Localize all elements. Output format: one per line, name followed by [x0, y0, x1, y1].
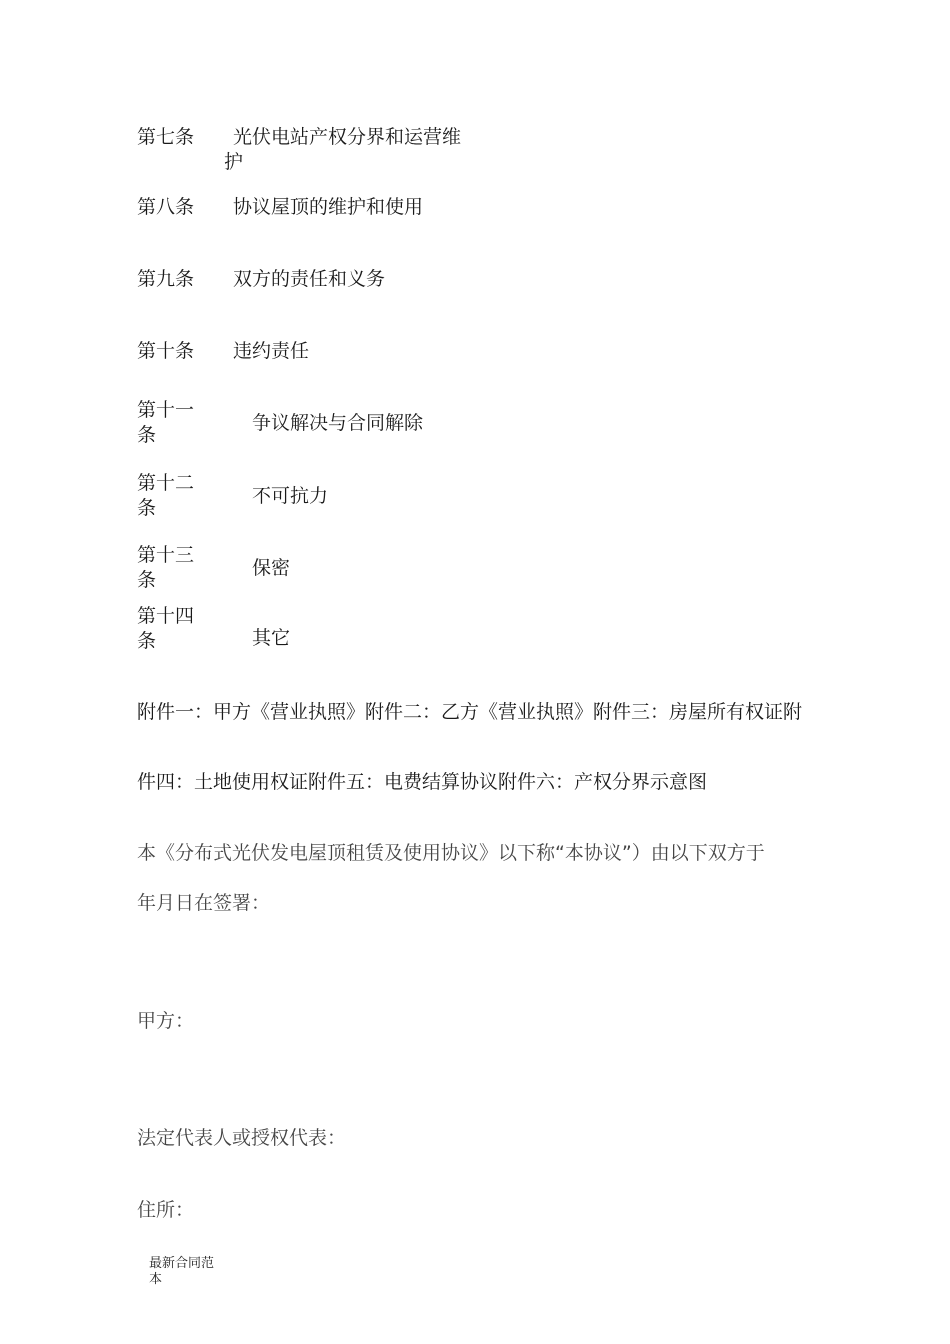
- representative-label: 法定代表人或授权代表：: [137, 1127, 347, 1149]
- article-number: 第十条: [137, 340, 195, 362]
- attachments-line: 附件一：甲方《营业执照》附件二：乙方《营业执照》附件三：房屋所有权证附: [137, 701, 803, 723]
- article-title: 争议解决与合同解除: [252, 412, 424, 434]
- article-number: 第七条: [137, 126, 195, 148]
- article-title: 保密: [252, 557, 291, 579]
- article-number: 第十三条: [137, 544, 195, 591]
- article-title: 光伏电站产权分界和运营维护: [224, 126, 462, 173]
- article-title: 违约责任: [233, 340, 310, 362]
- party-a-label: 甲方：: [137, 1010, 195, 1032]
- article-number: 第八条: [137, 196, 195, 218]
- article-title: 其它: [252, 627, 291, 649]
- article-number: 第九条: [137, 268, 195, 290]
- intro-line: 年月日在签署：: [137, 892, 271, 914]
- article-title: 协议屋顶的维护和使用: [233, 196, 424, 218]
- attachments-line: 件四：土地使用权证附件五：电费结算协议附件六：产权分界示意图: [137, 771, 708, 793]
- article-number: 第十四条: [137, 605, 195, 652]
- article-number: 第十二条: [137, 472, 195, 519]
- article-number: 第十一条: [137, 399, 195, 446]
- article-title: 双方的责任和义务: [233, 268, 386, 290]
- page-footer: 最新合同范本: [149, 1256, 215, 1287]
- article-title: 不可抗力: [252, 485, 329, 507]
- intro-line: 本《分布式光伏发电屋顶租赁及使用协议》以下称“本协议”）由以下双方于: [137, 842, 765, 864]
- address-label: 住所：: [137, 1199, 195, 1221]
